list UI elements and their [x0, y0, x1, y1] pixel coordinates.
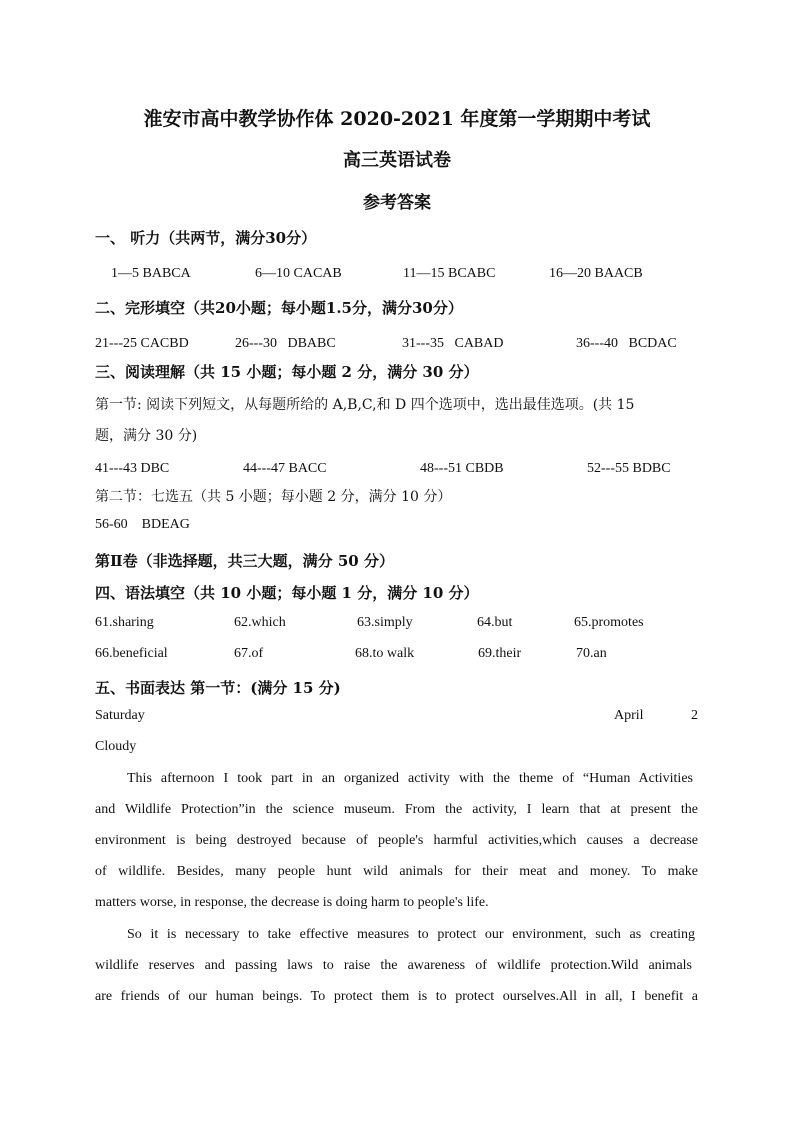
section-cloze-heading: 二、完形填空（共20小题；每小题1.5分，满分30分） [95, 299, 463, 317]
answer-group: 41---43 DBC [95, 461, 170, 476]
grammar-answer: 66.beneficial [95, 646, 168, 661]
answer-key-label: 参考答案 [363, 193, 431, 213]
answer-group: 56-60 BDEAG [95, 517, 190, 532]
grammar-answer: 63.simply [357, 615, 413, 630]
answer-group: 21---25 CACBD [95, 336, 189, 351]
answer-group: 36---40 BCDAC [576, 336, 677, 351]
exam-title: 淮安市高中教学协作体 2020-2021 年度第一学期期中考试 [143, 108, 651, 130]
section-grammar-heading: 四、语法填空（共 10 小题；每小题 1 分，满分 10 分） [95, 584, 479, 602]
answer-group: 1—5 BABCA [111, 266, 191, 281]
answer-group: 26---30 DBABC [235, 336, 336, 351]
reading-part1-instruction: 第一节: 阅读下列短文，从每题所给的 A,B,C,和 D 四个选项中，选出最佳选项。(共 15 [95, 397, 635, 413]
answer-group: 48---51 CBDB [420, 461, 504, 476]
essay-line: This afternoon I took part in an organized activity with the theme of “Human Activities [127, 771, 693, 786]
essay-line: environment is being destroyed because of people's harmful activities,which causes a decrease [95, 833, 698, 848]
grammar-answer: 64.but [477, 615, 513, 630]
volume2-heading: 第Ⅱ卷（非选择题，共三大题，满分 50 分） [95, 552, 394, 570]
exam-subtitle: 高三英语试卷 [343, 150, 451, 171]
essay-weather: Cloudy [95, 739, 137, 754]
grammar-answer: 69.their [478, 646, 522, 661]
grammar-answer: 65.promotes [574, 615, 644, 630]
grammar-answer: 62.which [234, 615, 286, 630]
essay-line: of wildlife. Besides, many people hunt wild animals for their meat and money. To make [95, 864, 698, 879]
essay-date: 2 [691, 708, 698, 723]
section-listening-heading: 一、 听力（共两节，满分30分） [95, 229, 317, 247]
answer-group: 52---55 BDBC [587, 461, 671, 476]
grammar-answer: 61.sharing [95, 615, 154, 630]
grammar-answer: 68.to walk [355, 646, 415, 661]
answer-group: 16—20 BAACB [549, 266, 643, 281]
section-writing-heading: 五、书面表达 第一节：(满分 15 分) [95, 679, 341, 697]
essay-line: So it is necessary to take effective measures to protect our environment, such as creating [127, 927, 695, 942]
reading-part2-heading: 第二节：七选五（共 5 小题；每小题 2 分，满分 10 分） [95, 489, 452, 505]
essay-line: wildlife reserves and passing laws to raise the awareness of wildlife protection.Wild animals [95, 958, 692, 973]
essay-line: are friends of our human beings. To protect them is to protect ourselves.All in all, I benefit a [95, 989, 698, 1004]
essay-line: and Wildlife Protection”in the science museum. From the activity, I learn that at present the [95, 802, 698, 817]
essay-month: April [614, 708, 644, 723]
essay-day: Saturday [95, 708, 145, 723]
answer-group: 44---47 BACC [243, 461, 327, 476]
reading-part1-instruction-cont: 题，满分 30 分) [95, 428, 198, 444]
answer-group: 11—15 BCABC [403, 266, 496, 281]
section-reading-heading: 三、阅读理解（共 15 小题；每小题 2 分，满分 30 分） [95, 363, 479, 381]
grammar-answer: 70.an [576, 646, 607, 661]
answer-group: 6—10 CACAB [255, 266, 342, 281]
essay-line: matters worse, in response, the decrease is doing harm to people's life. [95, 895, 489, 910]
grammar-answer: 67.of [234, 646, 264, 661]
answer-group: 31---35 CABAD [402, 336, 504, 351]
